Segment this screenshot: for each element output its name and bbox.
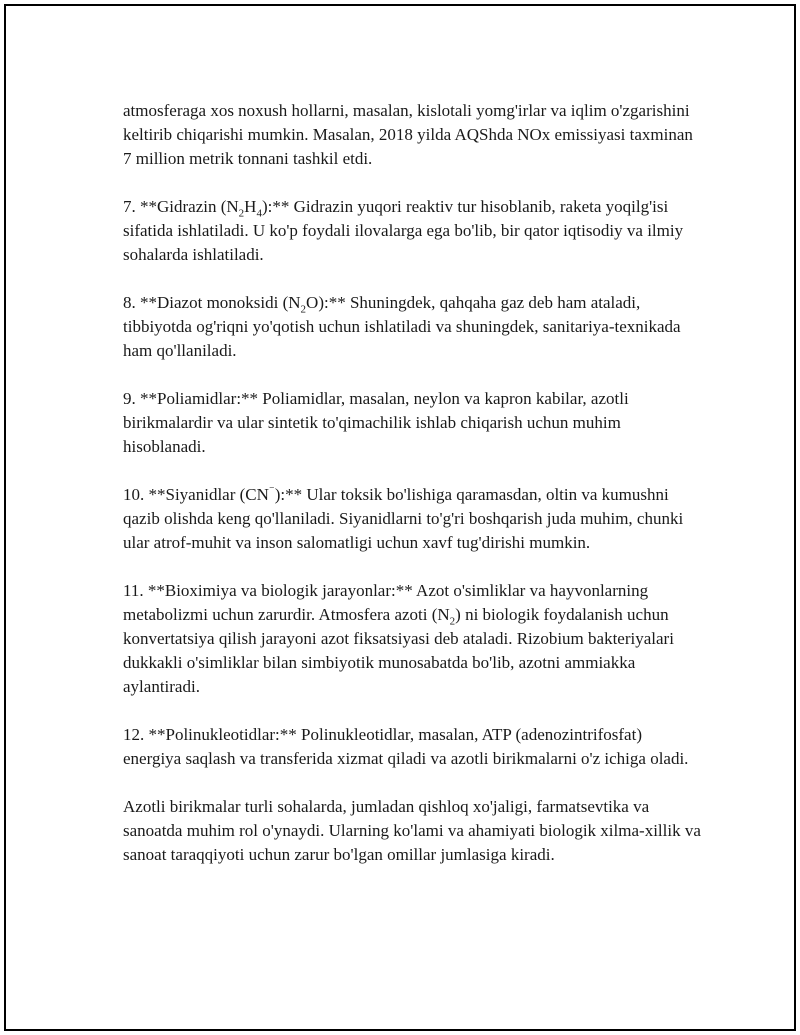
paragraph-text: 7. **Gidrazin (N bbox=[123, 197, 239, 216]
paragraph-text: atmosferaga xos noxush hollarni, masalan, kislotali yomg'irlar va iqlim o'zgarishini keltirib chiqarishi mumkin. Masalan, 2018 yilda AQShda NOx emissiyasi taxminan 7 million metrik tonnani tashkil etdi. bbox=[123, 101, 693, 168]
paragraph-siyanidlar bbox=[123, 483, 703, 555]
paragraph-gidrazin bbox=[123, 195, 703, 267]
superscript: ⁻ bbox=[268, 484, 275, 497]
subscript: 2 bbox=[238, 207, 245, 220]
paragraph-text: 9. **Poliamidlar:** Poliamidlar, masalan, neylon va kapron kabilar, azotli birikmalardir va ular sintetik to'qimachilik ishlab chiqarish uchun muhim hisoblanadi. bbox=[123, 389, 629, 456]
paragraph-nox-emissions bbox=[123, 99, 703, 171]
paragraph-text: 12. **Polinukleotidlar:** Polinukleotidlar, masalan, ATP (adenozintrifosfat) energiya saqlash va transferida xizmat qiladi va azotli birikmalarni o'z ichiga oladi. bbox=[123, 725, 689, 768]
paragraph-poliamidlar bbox=[123, 387, 703, 459]
paragraph-text: Azotli birikmalar turli sohalarda, jumladan qishloq xo'jaligi, farmatsevtika va sanoatda muhim rol o'ynaydi. Ularning ko'lami va ahamiyati biologik xilma-xillik va sanoat taraqqiyoti uchun zarur bo'lgan omillar jumlasiga kiradi. bbox=[123, 797, 701, 864]
paragraph-text: O):** Shuningdek, qahqaha gaz deb ham ataladi, tibbiyotda og'riqni yo'qotish uchun ishlatiladi va shuningdek, sanitariya-texnikada ham qo'llaniladi. bbox=[123, 293, 681, 360]
paragraph-text: 8. **Diazot monoksidi (N bbox=[123, 293, 301, 312]
subscript: 2 bbox=[449, 615, 456, 628]
document-body bbox=[123, 99, 703, 891]
paragraph-text: 10. **Siyanidlar (CN bbox=[123, 485, 269, 504]
paragraph-bioximiya bbox=[123, 579, 703, 699]
page-frame bbox=[4, 4, 796, 1031]
paragraph-polinukleotidlar bbox=[123, 723, 703, 771]
paragraph-text: ):** Gidrazin yuqori reaktiv tur hisoblanib, raketa yoqilg'isi sifatida ishlatiladi. U ko'p foydali ilovalarga ega bo'lib, bir qator iqtisodiy va ilmiy sohalarda ishlatiladi. bbox=[123, 197, 684, 264]
paragraph-diazot-monoksidi bbox=[123, 291, 703, 363]
paragraph-text: ):** Ular toksik bo'lishiga qaramasdan, oltin va kumushni qazib olishda keng qo'llaniladi. Siyanidlarni to'g'ri boshqarish juda muhim, chunki ular atrof-muhit va inson salomatligi uchun xavf tug'dirishi mumkin. bbox=[123, 485, 684, 552]
paragraph-text: ) ni biologik foydalanish uchun konvertatsiya qilish jarayoni azot fiksatsiyasi deb ataladi. Rizobium bakteriyalari dukkakli o'simliklar bilan simbiyotik munosabatda bo'lib, azotni ammiakka aylantiradi. bbox=[123, 605, 674, 696]
paragraph-text: H bbox=[244, 197, 257, 216]
paragraph-text: 11. **Bioximiya va biologik jarayonlar:** Azot o'simliklar va hayvonlarning metabolizmi uchun zarurdir. Atmosfera azoti (N bbox=[123, 581, 649, 624]
subscript: 4 bbox=[256, 207, 262, 220]
subscript: 2 bbox=[300, 303, 307, 316]
paragraph-conclusion bbox=[123, 795, 703, 867]
